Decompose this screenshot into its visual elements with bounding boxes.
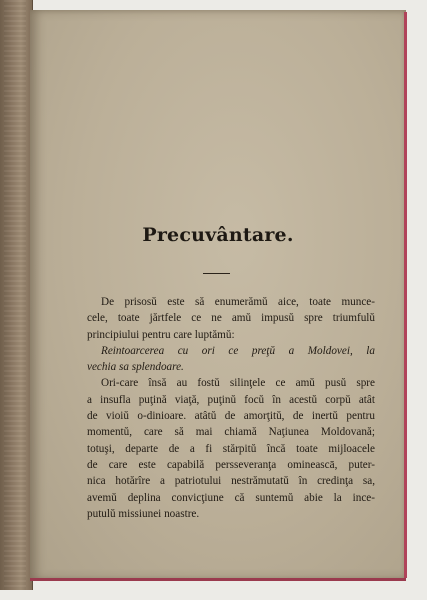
text-line: De prisosŭ este să enumerămŭ aice, toate munce- <box>101 296 375 308</box>
text-line: vechia sa splendoare. <box>87 361 184 374</box>
text-line: nica hotărîre a patriotului nestrămutatŭ în credinţa sa, <box>87 475 375 488</box>
text-line: momentŭ, care să mai chiamă Naţiunea Moldovană; <box>87 426 375 439</box>
text-line: de care este capabilă persseveranţa omineascā, puter- <box>87 458 375 471</box>
page-title: Precuvântare. <box>142 224 294 246</box>
text-line: principiului pentru care luptămŭ: <box>87 328 235 341</box>
text-line: avemŭ deplina convicţiune că suntemŭ abie la ince- <box>87 491 375 504</box>
body-text <box>87 294 375 522</box>
text-line: de vioiŭ o-dinioare. atâtŭ de amorţitŭ, de inertŭ pentru <box>87 410 375 423</box>
text-line: a insufla puţină viaţă, puţinŭ focŭ în acestŭ corpŭ atât <box>87 393 375 406</box>
text-line: cele, toate jărtfele ce ne amŭ impusŭ spre triumfulŭ <box>87 312 375 325</box>
book-cover-edge <box>0 0 33 590</box>
page-red-edge <box>404 12 407 578</box>
title-divider <box>203 273 230 274</box>
text-line: Reintoarcerea cu ori ce preţŭ a Moldovei, la <box>101 344 375 357</box>
paragraph-3 <box>87 375 375 522</box>
page-bottom-edge <box>30 578 406 581</box>
text-line: totuşi, departe de a fi stărpitŭ încă toate mijloacele <box>87 442 375 455</box>
text-line: Ori-care însă au fostŭ silinţele ce amŭ pusŭ spre <box>101 377 375 390</box>
paragraph-1 <box>87 294 375 343</box>
text-line: putulŭ missiunei noastre. <box>87 507 200 520</box>
paragraph-2 <box>87 343 375 376</box>
